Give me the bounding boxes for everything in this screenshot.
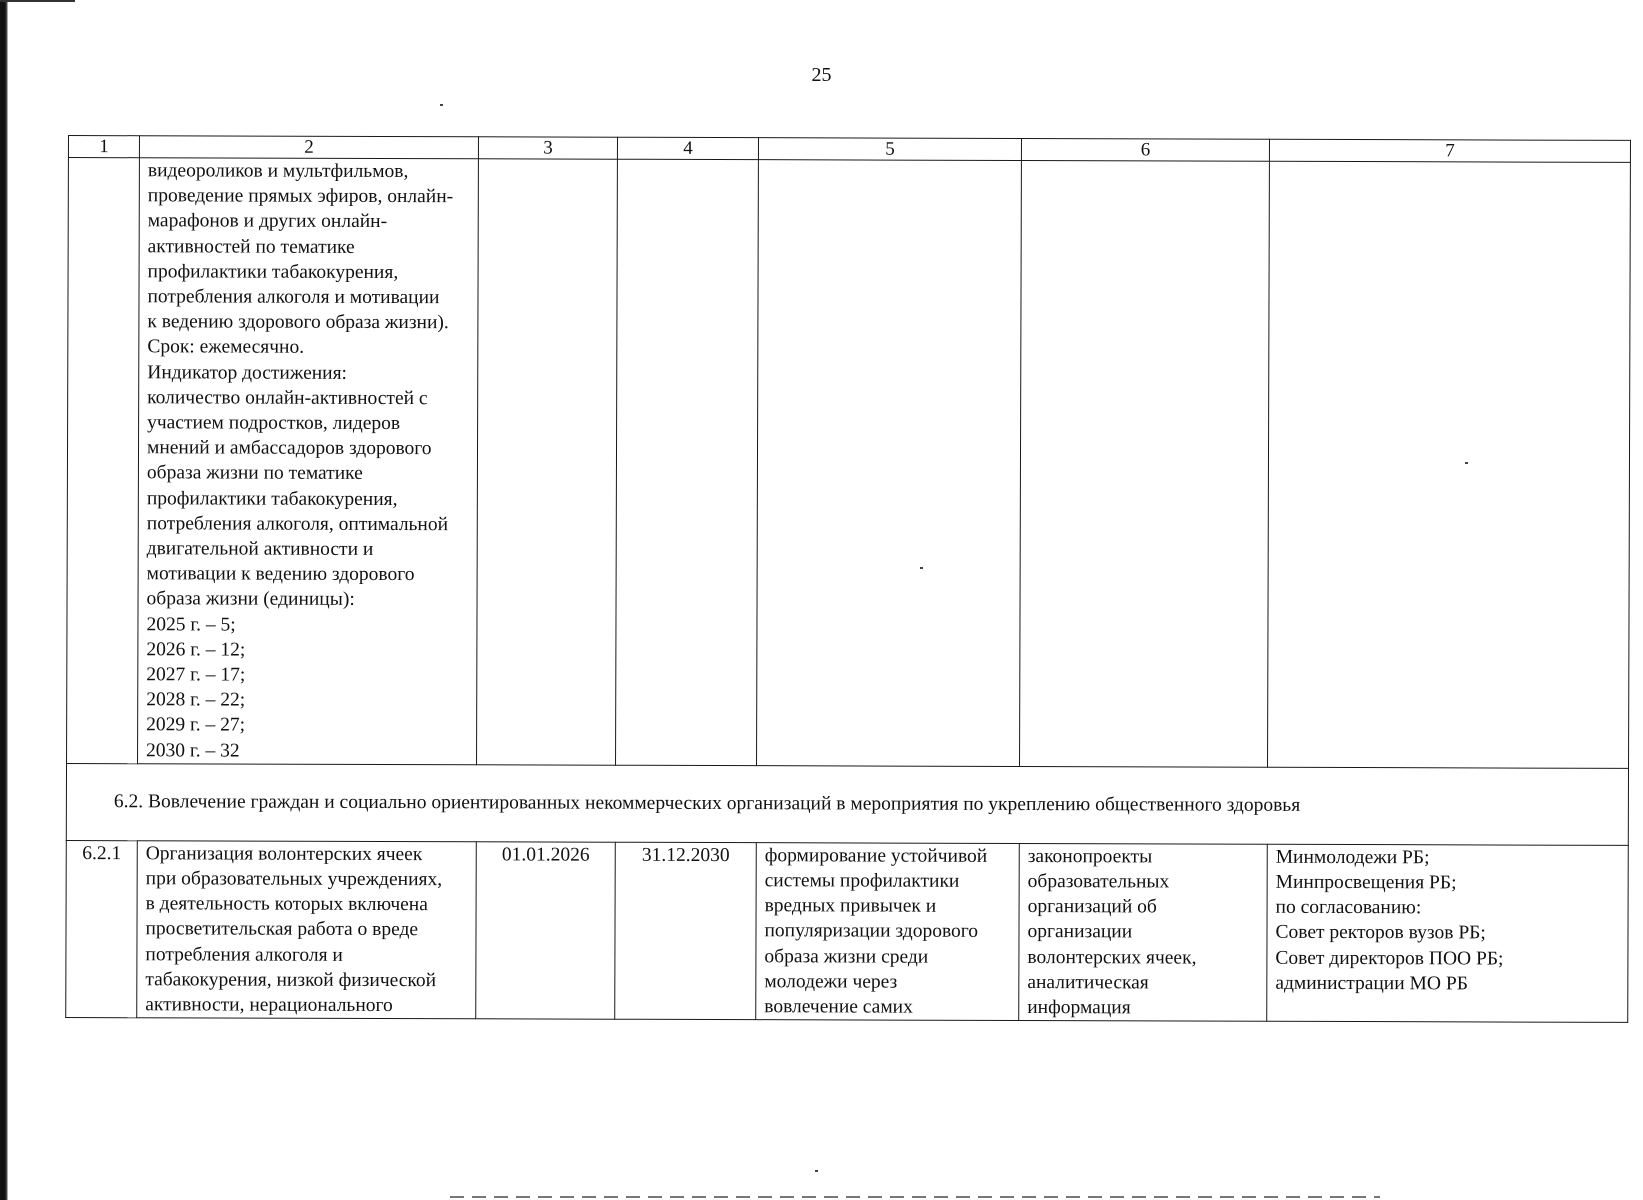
column-number-7: 7 [1269, 139, 1630, 162]
column-number-1: 1 [68, 136, 139, 158]
page-number: 25 [811, 64, 832, 86]
measure-end-date: 31.12.2030 [615, 842, 757, 1020]
continued-row [67, 158, 1631, 769]
column-number-2: 2 [139, 136, 478, 159]
scan-shadow-left [0, 0, 8, 1200]
column-number-5: 5 [758, 138, 1021, 161]
continued-row-end [616, 159, 759, 765]
column-number-4: 4 [617, 137, 758, 159]
section-heading: 6.2. Вовлечение граждан и социально ориентированных некоммерческих организаций в мероприятия по укреплению общественного здоровья [66, 763, 1628, 845]
continued-row-description: видеороликов и мультфильмов, проведение прямых эфиров, онлайн- марафонов и других онлайн- активностей по тематике профилактики табакокурения, потребления алкоголя и мотивации к ведению здорового образа жизни). Срок: ежемесячно. Индикатор достижения: количество онлайн-активностей с участием подростков, лидеров мнений и амбассадоров здорового образа жизни по тематике профилактики табакокурения, потребления алкоголя, оптимальной двигательной активности и мотивации к ведению здорового образа жизни (единицы): 2025 г. – 5; 2026 г. – 12; 2027 г. – 17; 2028 г. – 22; 2029 г. – 27; 2030 г. – 32 [138, 158, 479, 765]
column-number-6: 6 [1021, 138, 1269, 161]
scan-mark-top [0, 0, 75, 2]
continued-row-result [757, 160, 1022, 767]
scan-speck [920, 567, 923, 569]
continued-row-responsible [1268, 161, 1631, 768]
measure-documents: законопроекты образовательных организаций об организации волонтерских ячеек, аналитическая информация [1019, 843, 1268, 1021]
measure-responsible: Минмолодежи РБ; Минпросвещения РБ; по согласованию: Совет ректоров вузов РБ; Совет директоров ПОО РБ; администрации МО РБ [1267, 844, 1629, 1023]
continued-row-start [477, 159, 618, 765]
continued-row-documents [1020, 160, 1270, 767]
column-number-3: 3 [478, 137, 617, 159]
continued-row-number [67, 158, 140, 764]
scan-speck [815, 1170, 818, 1172]
measures-table [65, 135, 1631, 1023]
measure-row-6-2-1 [66, 840, 1629, 1022]
scan-speck [440, 104, 443, 106]
measure-start-date: 01.01.2026 [476, 842, 616, 1020]
measure-result: формирование устойчивой системы профилактики вредных привычек и популяризации здорового образа жизни среди молодежи через вовлечение самих [756, 843, 1020, 1021]
measure-description: Организация волонтерских ячеек при образовательных учреждениях, в деятельность которых включена просветительская работа о вреде потребления алкоголя и табакокурения, низкой физической активности, нерационального [137, 841, 477, 1019]
measure-number: 6.2.1 [66, 840, 138, 1018]
scan-bottom-edge [450, 1196, 1380, 1198]
scan-speck [1465, 462, 1468, 464]
section-row [66, 763, 1628, 845]
